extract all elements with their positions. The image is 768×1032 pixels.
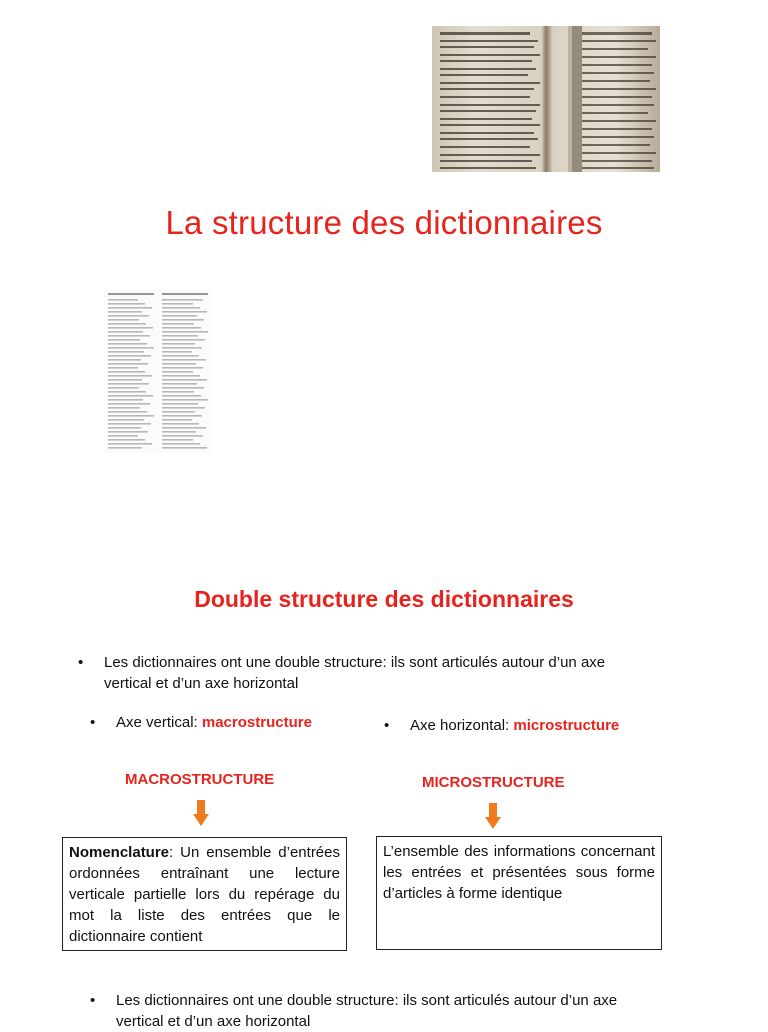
bullet-line-2: vertical et d’un axe horizontal	[104, 675, 299, 692]
macrostructure-box	[62, 837, 347, 951]
nomenclature-definition: : Un ensemble d’entrées ordonnées entraînant une lecture verticale partielle lors du repérage du mot la liste des entrées que le dictionnaire contient	[69, 844, 340, 945]
microstructure-heading: MICROSTRUCTURE	[422, 774, 565, 791]
nomenclature-term: Nomenclature	[69, 844, 170, 861]
bullet-double-structure-repeat	[90, 990, 676, 1032]
bullet-line-1: Les dictionnaires ont une double structure: ils sont articulés autour d’un axe	[104, 654, 606, 671]
section-title: Double structure des dictionnaires	[194, 586, 574, 612]
bullet-dot-icon: •	[90, 992, 96, 1009]
down-arrow-icon	[193, 800, 209, 826]
axis-horizontal-value: microstructure	[513, 717, 620, 734]
dictionary-page-texture	[104, 289, 212, 453]
axis-vertical-value: macrostructure	[201, 714, 312, 731]
axis-horizontal-item	[384, 715, 670, 736]
dictionary-photo-texture	[432, 26, 660, 172]
axis-vertical-label: Axe vertical:	[116, 714, 202, 731]
bullet-dot-icon: •	[90, 714, 96, 731]
bullet-dot-icon: •	[384, 717, 390, 734]
bullet-dot-icon: •	[78, 654, 84, 671]
macrostructure-heading: MACROSTRUCTURE	[125, 771, 275, 788]
dictionary-photo	[432, 26, 660, 172]
microstructure-box	[376, 836, 662, 950]
dictionary-page-thumbnail	[104, 289, 212, 453]
bullet-line-2: vertical et d’un axe horizontal	[116, 1013, 311, 1030]
down-arrow-icon	[485, 803, 501, 829]
bullet-line-1: Les dictionnaires ont une double structure: ils sont articulés autour d’un axe	[116, 992, 618, 1009]
bullet-double-structure	[78, 652, 664, 694]
slide-title: La structure des dictionnaires	[165, 204, 603, 241]
axis-horizontal-label: Axe horizontal:	[410, 717, 514, 734]
microstructure-definition: L’ensemble des informations concernant les entrées et présentées sous forme d’articles à forme identique	[383, 843, 655, 902]
axis-vertical-item	[90, 712, 356, 733]
